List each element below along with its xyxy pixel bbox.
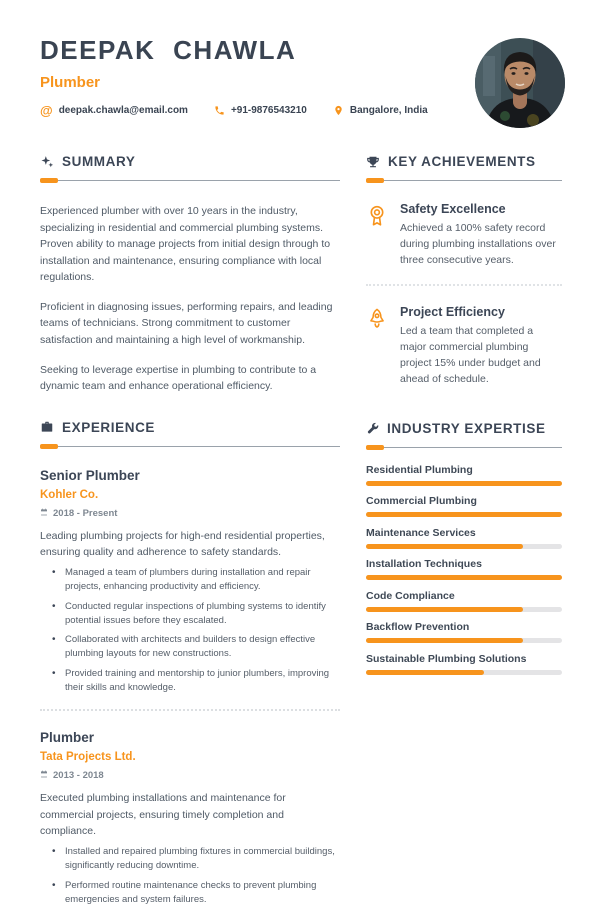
- job-bullet: • Provided training and mentorship to junior plumbers, improving their skills and knowledge.: [50, 667, 340, 695]
- achievement-separator: [366, 284, 562, 286]
- job-period-text: 2018 - Present: [53, 507, 118, 519]
- job-bullet: • Performed routine maintenance checks to prevent plumbing emergencies and system failures.: [50, 879, 340, 906]
- skill-label: Commercial Plumbing: [366, 495, 477, 508]
- job-bullet: • Collaborated with architects and builders to design effective plumbing layouts for new constructions.: [50, 633, 340, 661]
- skill-bar-track: [366, 607, 562, 612]
- summary-title: SUMMARY: [62, 154, 136, 169]
- skill-bar-fill: [366, 575, 562, 580]
- email-icon: @: [40, 102, 53, 118]
- medal-icon: [366, 202, 390, 269]
- skill-bar-fill: [366, 607, 523, 612]
- skill-bar-track: [366, 512, 562, 517]
- contact-row: [40, 104, 428, 117]
- skill-bar-fill: [366, 638, 523, 643]
- job-description: Leading plumbing projects for high-end residential properties, ensuring quality and adherence to safety standards.: [40, 529, 325, 559]
- summary-body: [40, 203, 340, 395]
- experience-rule: [40, 444, 340, 449]
- job-period: [40, 770, 340, 781]
- location-pin-icon: [333, 105, 344, 116]
- skill-bar-track: [366, 670, 562, 675]
- contact-phone: [214, 105, 307, 116]
- achievement-text: Led a team that completed a major commercial plumbing project 15% under budget and ahead of schedule.: [400, 324, 541, 385]
- achievements-title: KEY ACHIEVEMENTS: [388, 154, 536, 169]
- achievements-rule: [366, 178, 562, 183]
- contact-email-text: deepak.chawla@email.com: [58, 104, 188, 116]
- phone-icon: [214, 105, 225, 116]
- experience-title: EXPERIENCE: [62, 419, 156, 435]
- job-bullet-list: [40, 566, 340, 694]
- skill-installation-techniques: [366, 558, 562, 580]
- contact-location: [333, 105, 428, 116]
- job-period-text: 2013 - 2018: [53, 770, 104, 782]
- expertise-header: [366, 421, 562, 436]
- skill-bar-track: [366, 481, 562, 486]
- calendar-icon: [40, 770, 48, 781]
- skill-residential-plumbing: [366, 464, 562, 486]
- sparkle-icon: [40, 155, 54, 169]
- skill-bar-track: [366, 575, 562, 580]
- achievement-content: [400, 305, 562, 388]
- expertise-section: [366, 421, 562, 675]
- job-company: Kohler Co.: [40, 488, 99, 501]
- skill-bar-fill: [366, 544, 523, 549]
- skill-label: Installation Techniques: [366, 558, 482, 571]
- job-company: Tata Projects Ltd.: [40, 751, 136, 764]
- person-name: DEEPAK CHAWLA: [40, 35, 297, 65]
- wrench-icon: [366, 422, 379, 435]
- skills-list: [366, 464, 562, 675]
- job-entry-plumber: [40, 730, 340, 906]
- achievements-section: [366, 154, 562, 388]
- header: [40, 36, 562, 128]
- job-bullet: • Installed and repaired plumbing fixtures in commercial buildings, significantly reducing downtime.: [50, 845, 340, 873]
- achievement-project-efficiency: [366, 305, 562, 388]
- contact-email: [40, 104, 188, 117]
- left-column: [40, 154, 340, 906]
- achievement-text: Achieved a 100% safety record during plumbing installations over three consecutive years.: [400, 222, 556, 266]
- skill-label: Residential Plumbing: [366, 463, 473, 476]
- skill-bar-fill: [366, 670, 484, 675]
- summary-header: [40, 154, 340, 169]
- skill-label: Code Compliance: [366, 589, 455, 602]
- summary-paragraph: Experienced plumber with over 10 years in the industry, specializing in residential and commercial plumbing systems. Proven ability to manage projects from initial design through to installation and maintenance, ensuring compliance with local regulations.: [40, 205, 331, 284]
- skill-label: Sustainable Plumbing Solutions: [366, 652, 527, 665]
- skill-bar-track: [366, 544, 562, 549]
- job-bullet-list: [40, 845, 340, 906]
- expertise-rule: [366, 445, 562, 450]
- experience-section: [40, 420, 340, 906]
- skill-bar-fill: [366, 481, 562, 486]
- contact-location-text: Bangalore, India: [349, 104, 428, 116]
- profile-photo: [475, 38, 565, 128]
- achievement-content: [400, 202, 562, 269]
- expertise-title: INDUSTRY EXPERTISE: [387, 420, 546, 436]
- skill-backflow-prevention: [366, 621, 562, 643]
- job-entry-senior-plumber: [40, 468, 340, 695]
- achievement-safety-excellence: [366, 202, 562, 269]
- job-bullet: • Managed a team of plumbers during installation and repair projects, enhancing productivity and efficiency.: [50, 566, 340, 594]
- rocket-icon: [366, 305, 390, 388]
- right-column: [366, 154, 562, 906]
- calendar-icon: [40, 508, 48, 519]
- skill-label: Maintenance Services: [366, 526, 476, 539]
- briefcase-icon: [40, 420, 54, 434]
- summary-section: [40, 154, 340, 395]
- achievement-title: Project Efficiency: [400, 304, 505, 319]
- trophy-icon: [366, 155, 380, 169]
- summary-paragraph: Seeking to leverage expertise in plumbing to contribute to a dynamic team and enhance operational efficiency.: [40, 363, 317, 393]
- skill-commercial-plumbing: [366, 495, 562, 517]
- job-bullet: • Conducted regular inspections of plumbing systems to identify potential issues before they escalated.: [50, 600, 340, 628]
- experience-header: [40, 420, 340, 435]
- header-text: [40, 36, 428, 117]
- skill-maintenance-services: [366, 527, 562, 549]
- job-period: [40, 508, 340, 519]
- skill-sustainable-plumbing-solutions: [366, 653, 562, 675]
- job-role: Plumber: [40, 730, 95, 746]
- achievements-header: [366, 154, 562, 169]
- skill-code-compliance: [366, 590, 562, 612]
- skill-label: Backflow Prevention: [366, 621, 470, 634]
- job-description: Executed plumbing installations and maintenance for commercial projects, ensuring timely completion and compliance.: [40, 792, 286, 837]
- job-separator: [40, 709, 340, 711]
- person-title: Plumber: [40, 73, 101, 91]
- main-content: [40, 154, 562, 906]
- skill-bar-track: [366, 638, 562, 643]
- achievement-title: Safety Excellence: [400, 202, 506, 216]
- skill-bar-fill: [366, 512, 562, 517]
- summary-rule: [40, 178, 340, 183]
- summary-paragraph: Proficient in diagnosing issues, performing repairs, and leading teams of technicians. Strong commitment to customer satisfaction and maintaining a high level of workmanship.: [40, 300, 333, 347]
- job-role: Senior Plumber: [40, 467, 140, 483]
- contact-phone-text: +91-9876543210: [230, 104, 307, 116]
